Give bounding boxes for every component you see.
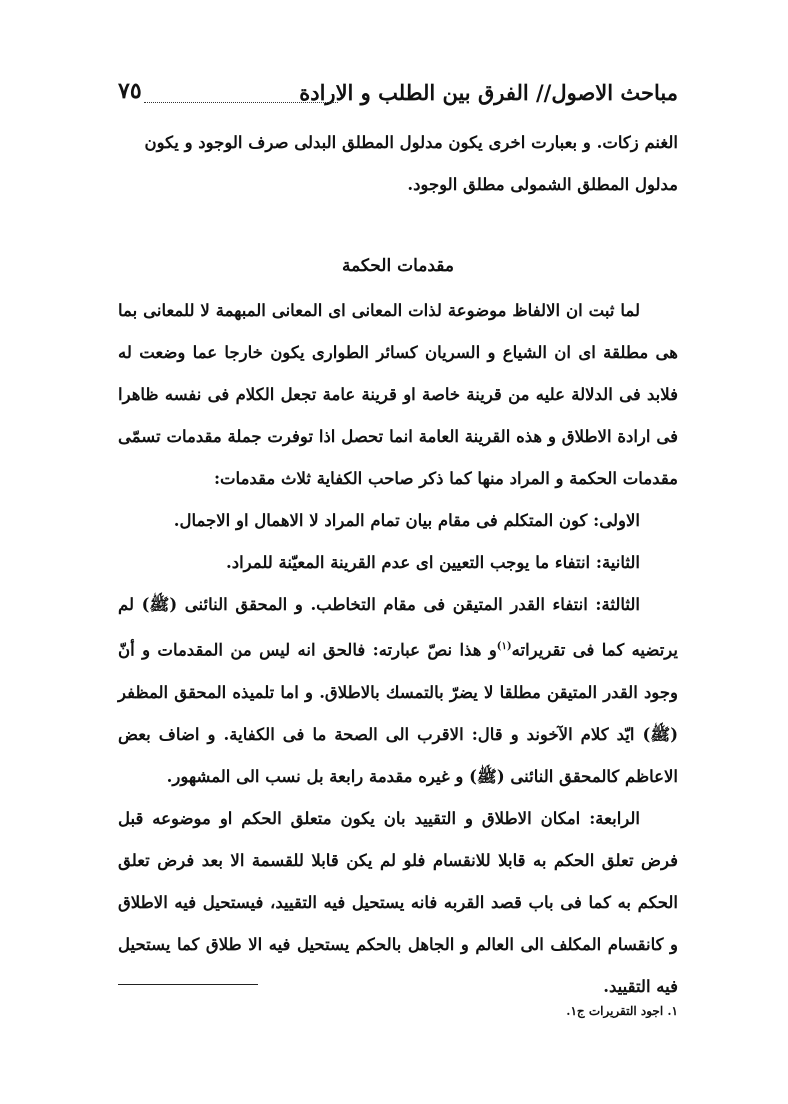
footnote-divider — [118, 984, 258, 985]
running-header — [118, 72, 678, 116]
document-page — [118, 72, 678, 1008]
intro-line-2: مدلول المطلق الشمولى مطلق الوجود. — [407, 175, 678, 194]
premise-third-part-b: و هذا نصّ عبارته: فالحق انه ليس من المقدمات و أنّ وجود القدر المتيقن مطلقا لا يضرّ بالتمسك بالاطلاق. و اما تلميذه المحقق المظفر (ﷺ) ايّد كلام الآخوند و قال: الاقرب الى الصحة ما فى الكفاية. و اضاف بعض الاعاظم كالمحقق النائنى (ﷺ) و غيره مقدمة رابعة بل نسب الى المشهور. — [118, 640, 678, 786]
section-title: مقدمات الحكمة — [341, 256, 455, 276]
intro-line-1: الغنم زكات. و بعبارت اخرى يكون مدلول المطلق البدلى صرف الوجود و يكون — [144, 133, 678, 152]
premise-first: الاولى: كون المتكلم فى مقام بيان تمام المراد لا الاهمال او الاجمال. — [173, 511, 640, 530]
premise-second: الثانية: انتفاء ما يوجب التعيين اى عدم القرينة المعيّنة للمراد. — [226, 553, 640, 572]
header-leader-dots — [144, 102, 338, 103]
footnote-marker: (١) — [496, 641, 512, 652]
header-title: مباحث الاصول// الفرق بين الطلب و الارادة — [299, 80, 678, 105]
premise-third-part-a: الثالثة: انتفاء القدر المتيقن فى مقام التخاطب. و المحقق النائنى (ﷺ) لم يرتضيه كما فى تقريراته — [118, 595, 678, 660]
page-number: ٧٥ — [118, 78, 142, 104]
premise-fourth: الرابعة: امكان الاطلاق و التقييد بان يكون متعلق الحكم او موضوعه قبل فرض تعلق الحكم به قابلا للانقسام فلو لم يكن قابلا للقسمة الا بعد فرض تعلق الحكم به كما فى باب قصد القربه فانه يستحيل فيه التقييد، فيستحيل فيه الاطلاق و كانقسام المكلف الى العالم و الجاهل بالحكم يستحيل فيه الا طلاق كما يستحيل فيه التقييد. — [118, 808, 678, 996]
premise-third — [118, 584, 678, 798]
section-paragraph-1: لما ثبت ان الالفاظ موضوعة لذات المعانى اى المعانى المبهمة لا للمعانى بما هى مطلقة اى ان الشياع و السريان كسائر الطوارى يكون خارجا عما وضعت له فلابد فى الدلالة عليه من قرينة خاصة او قرينة عامة تجعل الكلام فى نفسه ظاهرا فى ارادة الاطلاق و هذه القرينة العامة انما تحصل اذا توفرت جملة مقدمات تسمّى مقدمات الحكمة و المراد منها كما ذكر صاحب الكفاية ثلاث مقدمات: — [118, 301, 678, 488]
footnote-text: ١. اجود التقريرات ج١. — [566, 1004, 678, 1018]
